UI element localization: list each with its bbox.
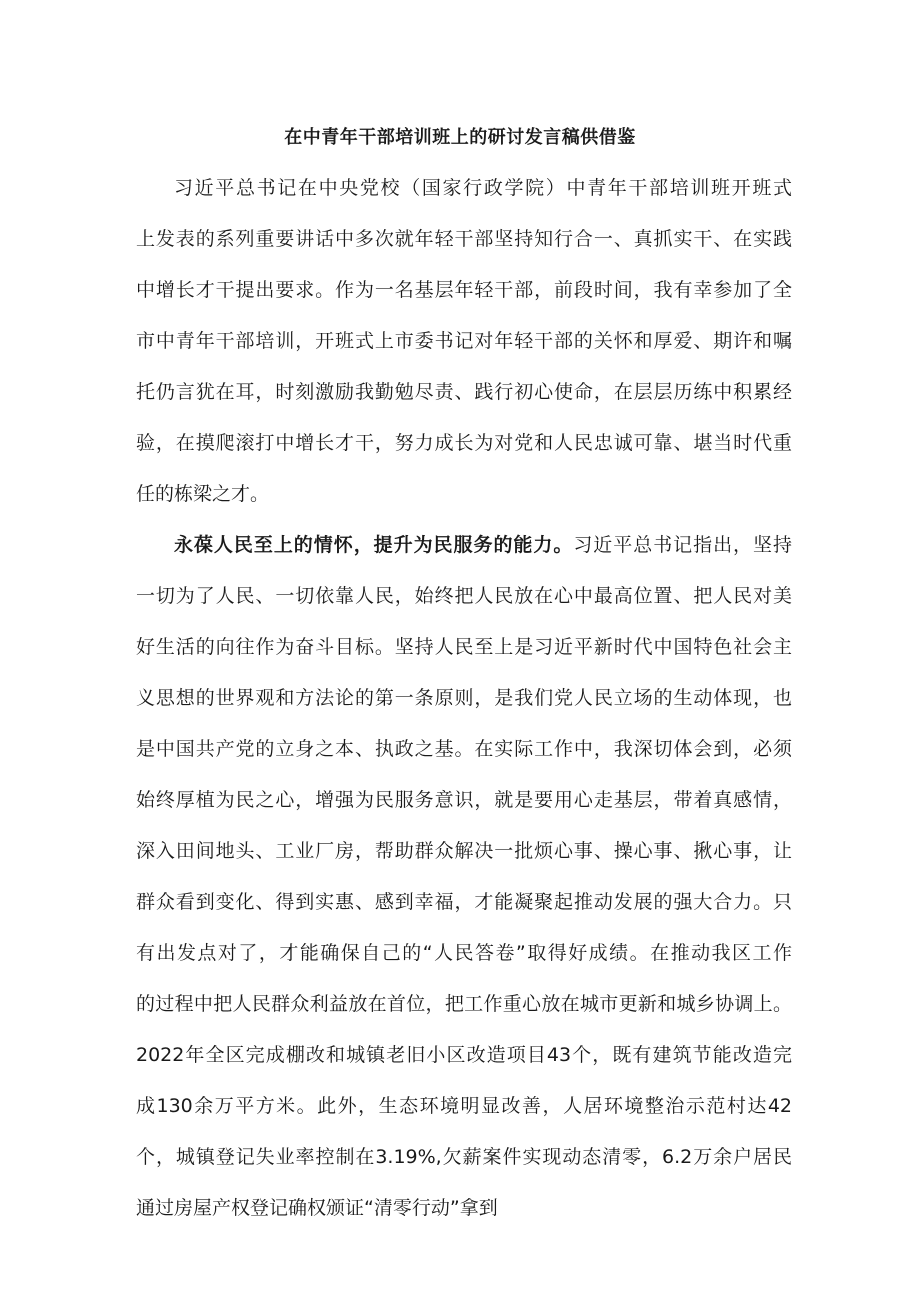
paragraph-line: 验，在摸爬滚打中增长才干，努力成长为对党和人民忠诚可靠、堪当时代重 xyxy=(136,432,792,454)
paragraph-line: 是中国共产党的立身之本、执政之基。在实际工作中，我深切体会到，必须 xyxy=(136,738,792,760)
paragraph-line: 深入田间地头、工业厂房，帮助群众解决一批烦心事、操心事、揪心事，让 xyxy=(136,840,792,862)
document-title: 在中青年干部培训班上的研讨发言稿供借鉴 xyxy=(284,127,636,148)
section-heading: 永葆人民至上的情怀，提升为民服务的能力。 xyxy=(174,534,574,556)
paragraph-first-line xyxy=(174,525,792,565)
paragraph-line: 成130余万平方米。此外，生态环境明显改善，人居环境整治示范村达42 xyxy=(136,1095,792,1117)
paragraph-line: 托仍言犹在耳，时刻激励我勤勉尽责、践行初心使命，在层层历练中积累经 xyxy=(136,381,792,403)
paragraph-line: 始终厚植为民之心，增强为民服务意识，就是要用心走基层，带着真感情， xyxy=(136,789,792,811)
paragraph-line: 通过房屋产权登记确权颁证“清零行动”拿到 xyxy=(136,1197,498,1219)
paragraph-line-rest: 习近平总书记指出，坚持 xyxy=(573,534,792,556)
paragraph-line: 习近平总书记在中央党校（国家行政学院）中青年干部培训班开班式 xyxy=(174,177,792,199)
paragraph-line: 市中青年干部培训，开班式上市委书记对年轻干部的关怀和厚爱、期许和嘱 xyxy=(136,330,792,352)
paragraph-line: 群众看到变化、得到实惠、感到幸福，才能凝聚起推动发展的强大合力。只 xyxy=(136,891,792,913)
paragraph-line: 中增长才干提出要求。作为一名基层年轻干部，前段时间，我有幸参加了全 xyxy=(136,279,792,301)
paragraph-line: 义思想的世界观和方法论的第一条原则，是我们党人民立场的生动体现，也 xyxy=(136,687,792,709)
paragraph-line: 上发表的系列重要讲话中多次就年轻干部坚持知行合一、真抓实干、在实践 xyxy=(136,228,792,250)
paragraph-line: 有出发点对了，才能确保自己的“人民答卷”取得好成绩。在推动我区工作 xyxy=(136,942,792,964)
paragraph-line: 的过程中把人民群众利益放在首位，把工作重心放在城市更新和城乡协调上。 xyxy=(136,993,792,1015)
paragraph-line: 一切为了人民、一切依靠人民，始终把人民放在心中最高位置、把人民对美 xyxy=(136,585,792,607)
paragraph-line: 任的栋梁之才。 xyxy=(136,483,270,505)
paragraph-line: 2022年全区完成棚改和城镇老旧小区改造项目43个，既有建筑节能改造完 xyxy=(136,1044,792,1066)
paragraph-line: 个，城镇登记失业率控制在3.19%,欠薪案件实现动态清零，6.2万余户居民 xyxy=(136,1146,792,1168)
paragraph-line: 好生活的向往作为奋斗目标。坚持人民至上是习近平新时代中国特色社会主 xyxy=(136,636,792,658)
